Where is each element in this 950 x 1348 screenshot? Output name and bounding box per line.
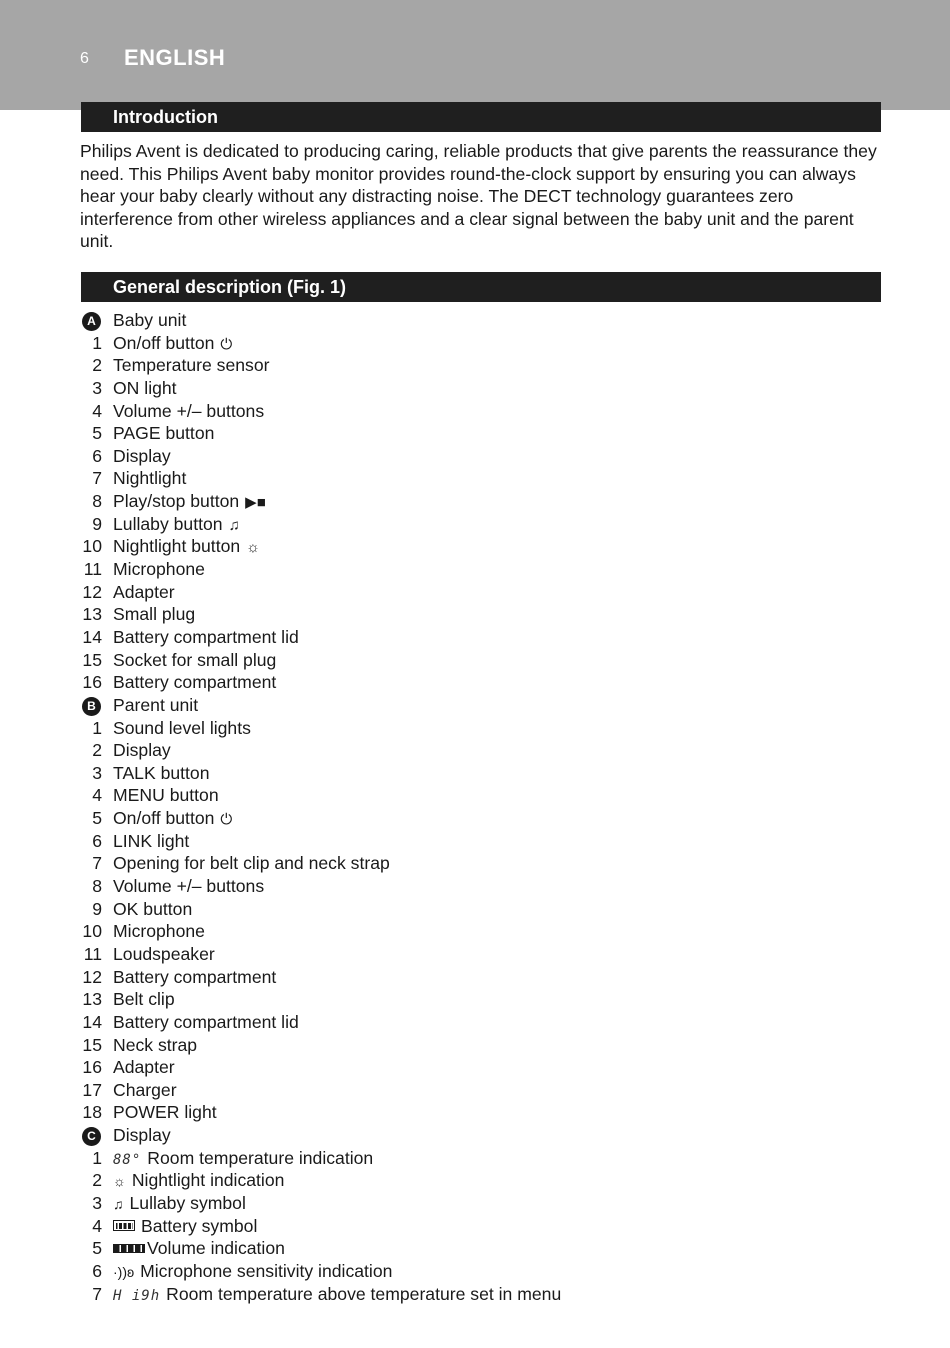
list-item [80, 467, 880, 490]
item-number: 15 [82, 1034, 102, 1055]
item-text: Opening for belt clip and neck strap [113, 853, 390, 874]
item-label [113, 1237, 285, 1260]
list-item [80, 558, 880, 581]
list-item [80, 445, 880, 468]
item-label [113, 354, 269, 377]
list-item [80, 694, 880, 717]
item-text: Battery compartment lid [113, 626, 299, 647]
item-text: Microphone sensitivity indication [140, 1260, 393, 1281]
item-number: 18 [82, 1102, 102, 1123]
item-number: 12 [82, 581, 102, 602]
header-band [0, 0, 950, 110]
power-icon: ⏻ [220, 335, 233, 353]
item-label [113, 1147, 373, 1172]
item-number: 4 [92, 400, 102, 421]
microphone-sensitivity-icon: ·))ʚ [113, 1263, 135, 1280]
list-item [80, 1011, 880, 1034]
item-text: Display [113, 740, 171, 761]
item-label [113, 1101, 217, 1124]
list-item [80, 1215, 880, 1238]
nightlight-icon: ☼ [246, 539, 260, 557]
item-label [113, 1260, 392, 1284]
item-label [113, 830, 189, 853]
list-item [80, 784, 880, 807]
item-text: Belt clip [113, 989, 175, 1010]
section-heading-introduction: Introduction [81, 102, 881, 132]
item-text: Nightlight [113, 468, 187, 489]
item-label [113, 603, 195, 626]
item-text: Battery compartment lid [113, 1011, 299, 1032]
item-label [113, 513, 240, 538]
item-text: Room temperature above temperature set in menu [166, 1283, 562, 1304]
list-item [80, 875, 880, 898]
item-number: 13 [82, 989, 102, 1010]
item-label [113, 309, 186, 332]
item-text: PAGE button [113, 423, 215, 444]
item-text: On/off button [113, 332, 215, 353]
list-item [80, 332, 880, 355]
item-label [113, 1011, 299, 1034]
item-text: Battery symbol [141, 1215, 258, 1236]
item-number: 6 [92, 830, 102, 851]
list-item [80, 626, 880, 649]
item-text: Volume +/– buttons [113, 400, 265, 421]
list-item [80, 1169, 880, 1192]
item-number: 10 [82, 921, 102, 942]
item-label [113, 1079, 177, 1102]
item-text: Adapter [113, 1057, 175, 1078]
item-text: Adapter [113, 581, 175, 602]
item-number: 12 [82, 966, 102, 987]
item-number: 2 [92, 740, 102, 761]
item-label [113, 739, 171, 762]
item-number: 8 [92, 491, 102, 512]
item-text: ON light [113, 377, 177, 398]
item-label [113, 1034, 197, 1057]
power-icon: ⏻ [220, 811, 233, 829]
item-label [113, 762, 210, 785]
list-item [80, 1101, 880, 1124]
item-label [113, 1283, 561, 1308]
item-text: Nightlight button [113, 536, 241, 557]
item-text: Baby unit [113, 310, 187, 330]
language-title: ENGLISH [124, 45, 226, 70]
item-text: Sound level lights [113, 717, 251, 738]
list-item [80, 898, 880, 921]
list-item [80, 1283, 880, 1306]
high-digits-icon: H i9h [113, 1287, 161, 1304]
item-number: 3 [92, 377, 102, 398]
item-label [113, 1169, 284, 1193]
item-label [113, 467, 186, 490]
item-text: Lullaby symbol [129, 1192, 246, 1213]
item-number: 6 [92, 1260, 102, 1281]
temperature-digits-icon: 88° [113, 1151, 142, 1168]
item-label [113, 875, 264, 898]
item-number: 2 [92, 1170, 102, 1191]
list-item [80, 966, 880, 989]
group-badge: C [82, 1127, 101, 1146]
list-item [80, 920, 880, 943]
item-number: 9 [92, 513, 102, 534]
list-item [80, 1124, 880, 1147]
item-number: 7 [92, 853, 102, 874]
play-stop-icon: ▶■ [245, 494, 266, 512]
item-number: 1 [92, 332, 102, 353]
item-label [113, 445, 171, 468]
item-label [113, 784, 219, 807]
item-label [113, 332, 232, 357]
item-label [113, 1192, 246, 1216]
item-label [113, 649, 276, 672]
item-label [113, 400, 264, 423]
item-number: 1 [92, 1147, 102, 1168]
item-text: Socket for small plug [113, 649, 277, 670]
music-note-icon: ♫ [113, 1195, 124, 1212]
item-text: Charger [113, 1079, 177, 1100]
section-heading-general-description: General description (Fig. 1) [81, 272, 881, 302]
list-item [80, 1147, 880, 1170]
item-number: 5 [92, 423, 102, 444]
item-text: Loudspeaker [113, 943, 215, 964]
item-number: 5 [92, 808, 102, 829]
list-item [80, 943, 880, 966]
list-item [80, 988, 880, 1011]
item-text: Lullaby button [113, 513, 223, 534]
page-number: 6 [80, 50, 89, 67]
list-item [80, 581, 880, 604]
item-label [113, 694, 198, 717]
list-item [80, 1237, 880, 1260]
item-text: Battery compartment [113, 966, 277, 987]
music-note-icon: ♫ [228, 516, 240, 534]
list-item [80, 377, 880, 400]
item-number: 16 [82, 1057, 102, 1078]
item-number: 10 [82, 536, 102, 557]
item-text: Parent unit [113, 694, 199, 715]
item-label [113, 558, 205, 581]
item-label [113, 535, 260, 560]
group-badge: A [82, 312, 101, 331]
item-text: Small plug [113, 604, 196, 625]
item-text: Neck strap [113, 1034, 198, 1055]
item-label [113, 807, 232, 832]
item-number: 4 [92, 785, 102, 806]
list-item [80, 490, 880, 513]
list-item [80, 717, 880, 740]
item-number: 3 [92, 1192, 102, 1213]
item-text: POWER light [113, 1102, 217, 1123]
item-label [113, 920, 205, 943]
list-item [80, 1192, 880, 1215]
item-number: 9 [92, 898, 102, 919]
item-text: On/off button [113, 808, 215, 829]
item-number: 13 [82, 604, 102, 625]
item-number: 17 [82, 1079, 102, 1100]
list-item [80, 1056, 880, 1079]
item-label [113, 1215, 257, 1238]
item-text: Temperature sensor [113, 355, 270, 376]
list-item [80, 830, 880, 853]
item-label [113, 626, 299, 649]
item-number: 2 [92, 355, 102, 376]
item-number: 7 [92, 1283, 102, 1304]
item-number: 7 [92, 468, 102, 489]
item-text: Nightlight indication [131, 1170, 285, 1191]
item-label [113, 988, 175, 1011]
item-label [113, 1056, 175, 1079]
item-text: Display [113, 1125, 171, 1146]
item-label [113, 898, 192, 921]
item-label [113, 581, 175, 604]
list-item [80, 1079, 880, 1102]
item-text: Room temperature indication [147, 1147, 374, 1168]
nightlight-icon: ☼ [113, 1173, 126, 1190]
item-text: TALK button [113, 762, 210, 783]
item-label [113, 671, 276, 694]
parts-list [80, 309, 880, 1305]
item-text: Volume indication [147, 1238, 285, 1259]
item-text: Microphone [113, 921, 205, 942]
introduction-text: Philips Avent is dedicated to producing caring, reliable products that give parents the reassurance they need. This Philips Avent baby monitor provides round-the-clock support by ensuring you can always hear your baby clearly without any distracting noise. The DECT technology guarantees zero interference from other wireless appliances and a clear signal between the baby unit and the parent unit. [80, 141, 877, 252]
item-number: 6 [92, 445, 102, 466]
item-number: 8 [92, 876, 102, 897]
list-item [80, 762, 880, 785]
item-text: MENU button [113, 785, 219, 806]
item-number: 3 [92, 762, 102, 783]
item-number: 14 [82, 626, 102, 647]
list-item [80, 649, 880, 672]
item-label [113, 852, 390, 875]
item-label [113, 943, 215, 966]
item-text: Volume +/– buttons [113, 876, 265, 897]
item-label [113, 422, 214, 445]
item-label [113, 717, 251, 740]
list-item [80, 852, 880, 875]
item-number: 15 [82, 649, 102, 670]
item-number: 1 [92, 717, 102, 738]
item-number: 11 [83, 943, 102, 964]
item-number: 5 [92, 1238, 102, 1259]
item-text: OK button [113, 898, 193, 919]
item-number: 11 [83, 559, 102, 580]
list-item [80, 671, 880, 694]
group-badge: B [82, 697, 101, 716]
list-item [80, 603, 880, 626]
list-item [80, 513, 880, 536]
list-item [80, 739, 880, 762]
list-item [80, 535, 880, 558]
item-number: 14 [82, 1011, 102, 1032]
battery-icon [113, 1220, 135, 1231]
list-item [80, 1034, 880, 1057]
item-text: LINK light [113, 830, 190, 851]
item-text: Battery compartment [113, 672, 277, 693]
item-number: 4 [92, 1215, 102, 1236]
list-item [80, 400, 880, 423]
list-item [80, 1260, 880, 1283]
item-label [113, 490, 266, 515]
list-item [80, 309, 880, 332]
item-label [113, 377, 177, 400]
volume-bars-icon [113, 1244, 145, 1253]
item-number: 16 [82, 672, 102, 693]
item-label [113, 1124, 171, 1147]
list-item [80, 807, 880, 830]
item-text: Display [113, 445, 171, 466]
item-text: Microphone [113, 559, 205, 580]
list-item [80, 422, 880, 445]
item-label [113, 966, 276, 989]
item-text: Play/stop button [113, 491, 240, 512]
list-item [80, 354, 880, 377]
